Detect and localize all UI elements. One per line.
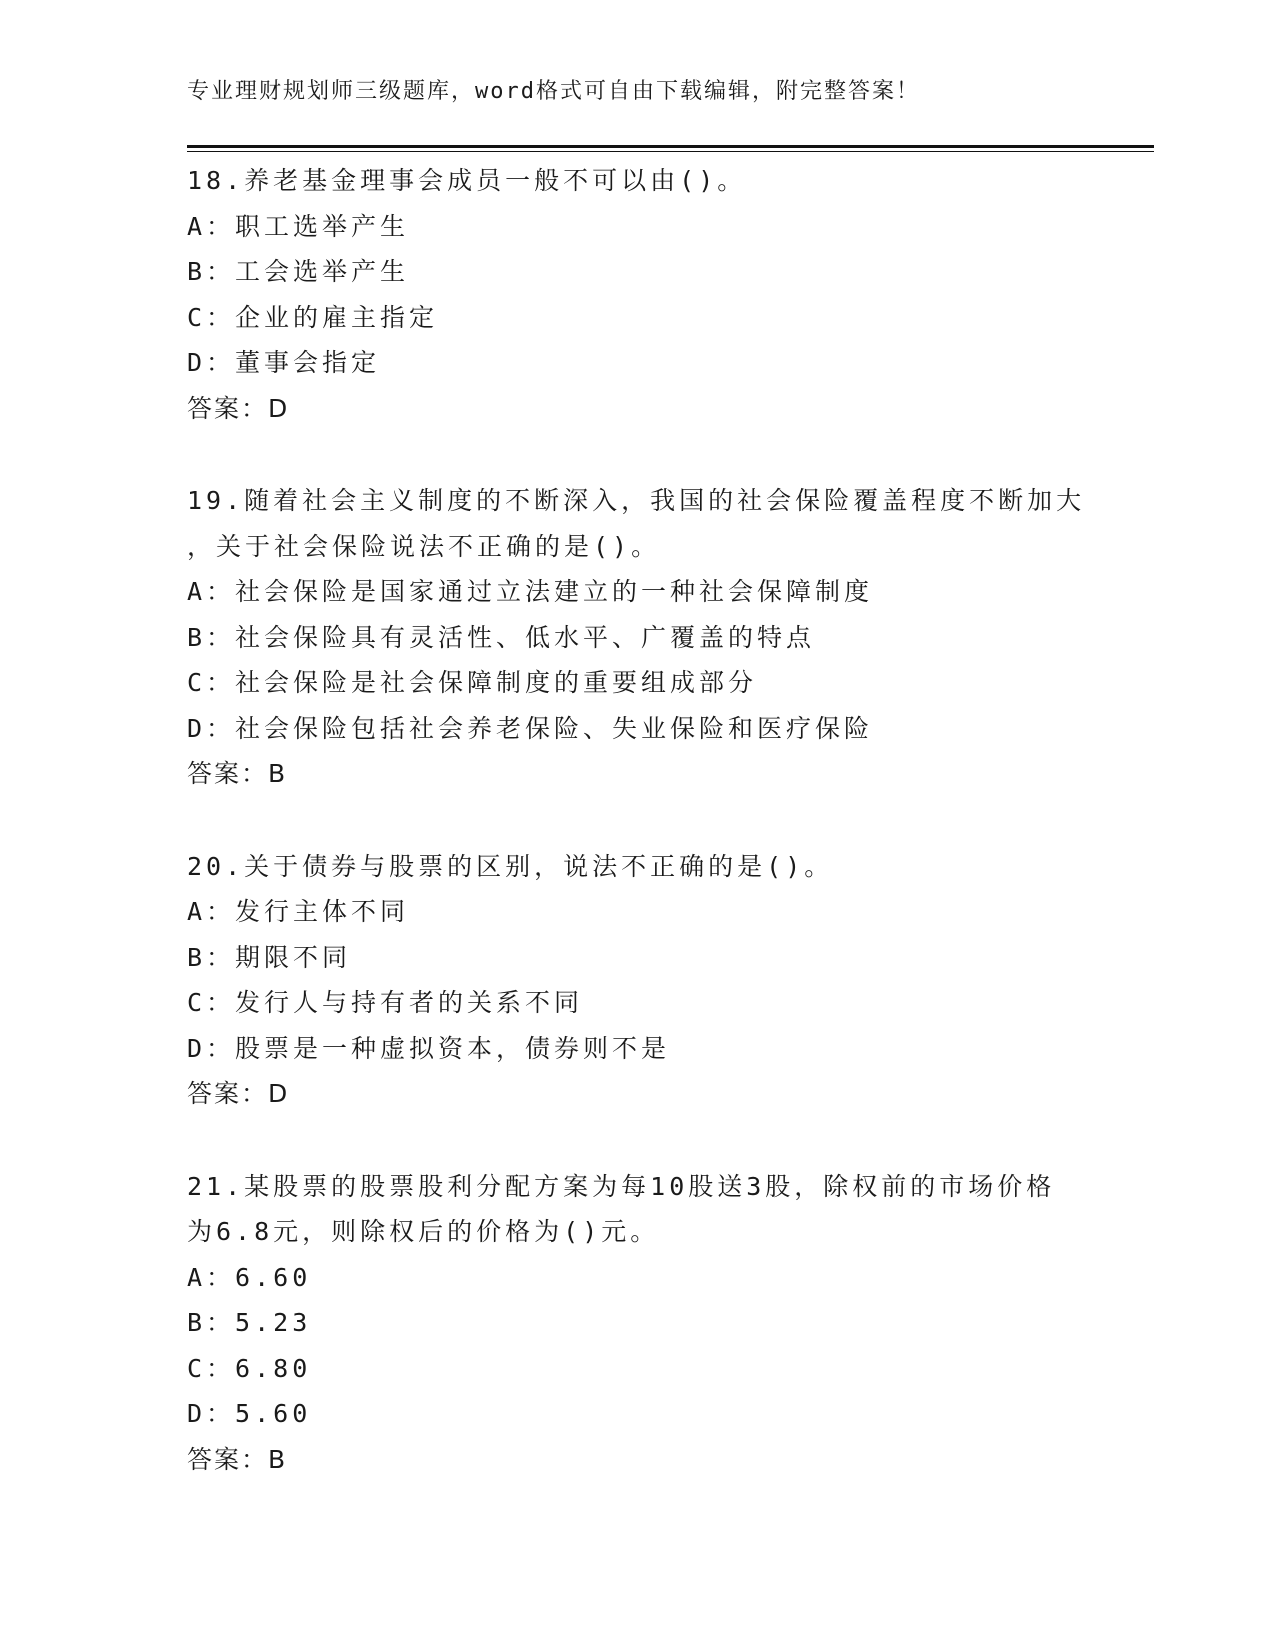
option-d: D：社会保险包括社会养老保险、失业保险和医疗保险 (187, 713, 874, 743)
option-d: D：股票是一种虚拟资本，债券则不是 (187, 1033, 671, 1063)
question-stem: 18.养老基金理事会成员一般不可以由()。 (187, 166, 747, 195)
answer: 答案：B (187, 759, 288, 788)
option-c: C：社会保险是社会保障制度的重要组成部分 (187, 668, 758, 697)
question-21 (187, 1164, 1087, 1483)
header-rule-thin (187, 151, 1154, 152)
question-stem: 21.某股票的股票股利分配方案为每10股送3股，除权前的市场价格 (187, 1171, 1056, 1201)
answer: 答案：D (187, 1079, 290, 1108)
question-19 (187, 478, 1087, 797)
question-list (187, 158, 1087, 1529)
question-stem-continued: 为6.8元，则除权后的价格为()元。 (187, 1217, 660, 1246)
option-d: D：5.60 (187, 1399, 312, 1428)
answer: 答案：D (187, 393, 290, 423)
question-stem: 19.随着社会主义制度的不断深入，我国的社会保险覆盖程度不断加大 (187, 486, 1086, 515)
option-a: A：社会保险是国家通过立法建立的一种社会保障制度 (187, 577, 874, 606)
option-b: B：期限不同 (187, 942, 352, 972)
option-c: C：发行人与持有者的关系不同 (187, 988, 584, 1017)
question-stem: 20.关于债券与股票的区别，说法不正确的是()。 (187, 851, 834, 881)
option-a: A：发行主体不同 (187, 897, 410, 926)
option-b: B：社会保险具有灵活性、低水平、广覆盖的特点 (187, 622, 816, 652)
option-a: A：职工选举产生 (187, 211, 410, 241)
option-c: C：6.80 (187, 1353, 312, 1383)
option-a: A：6.60 (187, 1262, 312, 1292)
question-stem-continued: ，关于社会保险说法不正确的是()。 (187, 531, 661, 561)
question-20 (187, 844, 1087, 1117)
answer: 答案：B (187, 1444, 288, 1474)
page-header: 专业理财规划师三级题库，word格式可自由下载编辑，附完整答案！ (187, 79, 920, 104)
option-b: B：工会选举产生 (187, 257, 410, 286)
option-d: D：董事会指定 (187, 348, 381, 377)
header-rule-thick (187, 145, 1154, 148)
question-18 (187, 158, 1087, 431)
option-c: C：企业的雇主指定 (187, 302, 439, 332)
option-b: B：5.23 (187, 1308, 312, 1337)
